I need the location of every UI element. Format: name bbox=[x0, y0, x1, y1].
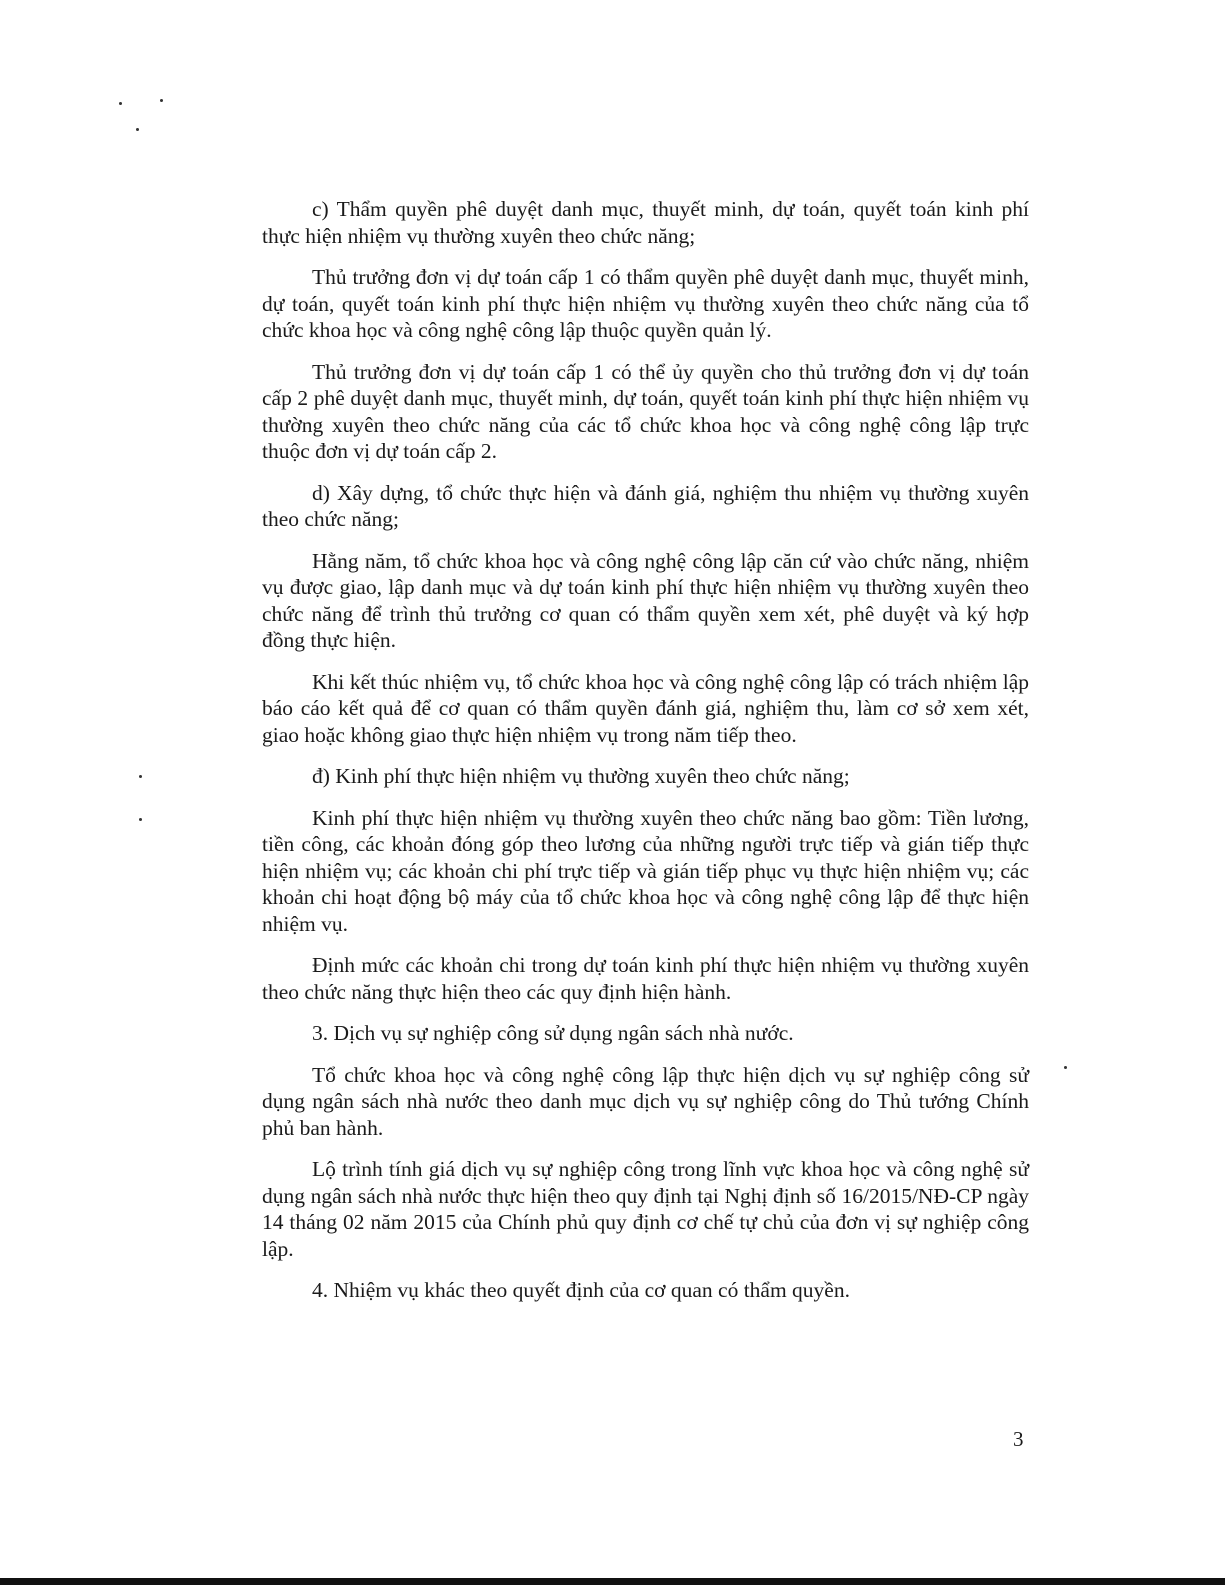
section-4-heading: 4. Nhiệm vụ khác theo quyết định của cơ quan có thẩm quyền. bbox=[312, 1278, 850, 1302]
paragraph-c-heading: c) Thẩm quyền phê duyệt danh mục, thuyết minh, dự toán, quyết toán kinh phí thực hiện nhiệm vụ thường xuyên theo chức năng; bbox=[262, 197, 1029, 248]
paragraph: Lộ trình tính giá dịch vụ sự nghiệp công trong lĩnh vực khoa học và công nghệ sử dụng ngân sách nhà nước thực hiện theo quy định tại Nghị định số 16/2015/NĐ-CP ngày 14 tháng 02 năm 2015 của Chính phủ quy định cơ chế tự chủ của đơn vị sự nghiệp công lập. bbox=[262, 1157, 1029, 1261]
scan-speck bbox=[1064, 1066, 1067, 1069]
scan-speck bbox=[160, 99, 163, 102]
paragraph-d-heading: d) Xây dựng, tổ chức thực hiện và đánh giá, nghiệm thu nhiệm vụ thường xuyên theo chức năng; bbox=[262, 480, 1029, 531]
paragraph: Kinh phí thực hiện nhiệm vụ thường xuyên theo chức năng bao gồm: Tiền lương, tiền công, các khoản đóng góp theo lương của những người trực tiếp và gián tiếp thực hiện nhiệm vụ; các khoản chi phí trực tiếp và gián tiếp phục vụ thực hiện nhiệm vụ; các khoản chi hoạt động bộ máy của tổ chức khoa học và công nghệ công lập để thực hiện nhiệm vụ. bbox=[262, 805, 1029, 936]
paragraph: Khi kết thúc nhiệm vụ, tổ chức khoa học và công nghệ công lập có trách nhiệm lập báo cáo kết quả để cơ quan có thẩm quyền đánh giá, nghiệm thu, làm cơ sở xem xét, giao hoặc không giao thực hiện nhiệm vụ trong năm tiếp theo. bbox=[262, 669, 1029, 747]
scan-speck bbox=[139, 775, 142, 778]
page-number: 3 bbox=[1013, 1427, 1024, 1451]
scan-speck bbox=[119, 102, 122, 105]
scan-bottom-edge bbox=[0, 1578, 1225, 1585]
paragraph: Thủ trưởng đơn vị dự toán cấp 1 có thẩm quyền phê duyệt danh mục, thuyết minh, dự toán, quyết toán kinh phí thực hiện nhiệm vụ thường xuyên theo chức năng của tổ chức khoa học và công nghệ công lập thuộc quyền quản lý. bbox=[262, 265, 1029, 342]
paragraph: Thủ trưởng đơn vị dự toán cấp 1 có thể ủy quyền cho thủ trưởng đơn vị dự toán cấp 2 phê duyệt danh mục, thuyết minh, dự toán, quyết toán kinh phí thực hiện nhiệm vụ thường xuyên theo chức năng của các tổ chức khoa học và công nghệ công lập trực thuộc đơn vị dự toán cấp 2. bbox=[262, 359, 1029, 463]
document-body bbox=[262, 196, 1029, 1319]
section-3-heading: 3. Dịch vụ sự nghiệp công sử dụng ngân sách nhà nước. bbox=[312, 1021, 794, 1045]
paragraph: Hằng năm, tổ chức khoa học và công nghệ công lập căn cứ vào chức năng, nhiệm vụ được giao, lập danh mục và dự toán kinh phí thực hiện nhiệm vụ thường xuyên theo chức năng để trình thủ trưởng cơ quan có thẩm quyền xem xét, phê duyệt và ký hợp đồng thực hiện. bbox=[262, 548, 1029, 652]
paragraph-dd-heading: đ) Kinh phí thực hiện nhiệm vụ thường xuyên theo chức năng; bbox=[312, 764, 850, 788]
scan-speck bbox=[139, 818, 142, 821]
paragraph: Tổ chức khoa học và công nghệ công lập thực hiện dịch vụ sự nghiệp công sử dụng ngân sách nhà nước theo danh mục dịch vụ sự nghiệp công do Thủ tướng Chính phủ ban hành. bbox=[262, 1062, 1029, 1140]
paragraph: Định mức các khoản chi trong dự toán kinh phí thực hiện nhiệm vụ thường xuyên theo chức năng thực hiện theo các quy định hiện hành. bbox=[262, 953, 1029, 1004]
scan-speck bbox=[136, 128, 139, 131]
